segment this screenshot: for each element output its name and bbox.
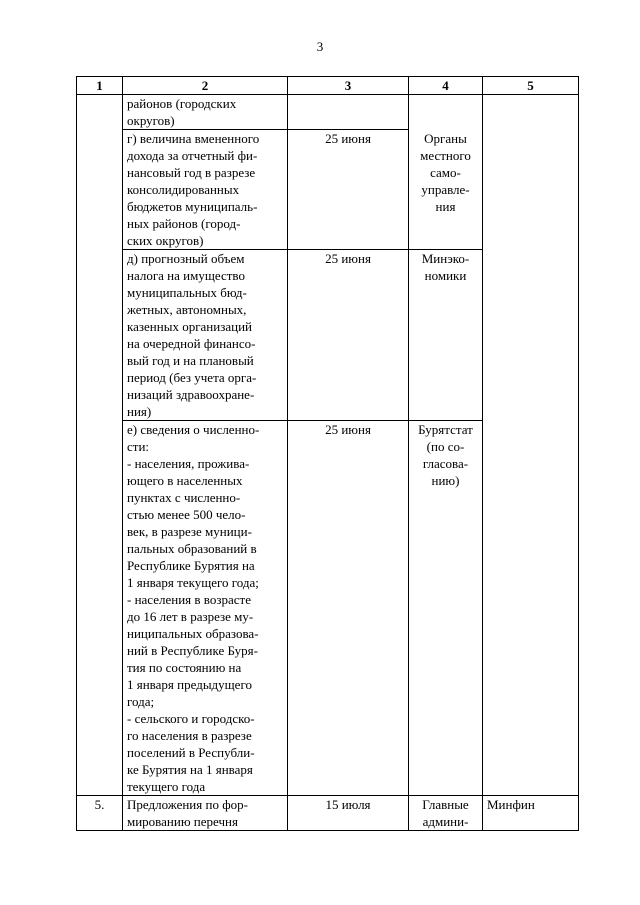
text-line: ских округов)	[127, 233, 204, 248]
org-cell	[409, 250, 483, 421]
text-line: Республике Бурятия на	[127, 558, 255, 573]
text-line: вый год и на плановый	[127, 353, 254, 368]
text-line: районов (городских	[127, 96, 237, 111]
text-line: (по со-	[426, 439, 465, 454]
table-row	[77, 796, 579, 831]
text-line: ниципальных образова-	[127, 626, 259, 641]
text-line: низаций здравоохране-	[127, 387, 255, 402]
text-line: Органы	[424, 130, 467, 146]
desc-cell	[123, 796, 288, 831]
text-line: управле-	[421, 181, 470, 197]
text-line: сти:	[127, 439, 150, 454]
text-line: ющего в населенных	[127, 473, 243, 488]
text-line: муниципальных бюд-	[127, 285, 247, 300]
text-line: век, в разрезе муници-	[127, 524, 252, 539]
text-line: - сельского и городско-	[127, 711, 255, 726]
org-cell	[409, 95, 483, 130]
text-line: года;	[127, 694, 155, 709]
desc-cell	[123, 421, 288, 796]
text-line: г) величина вмененного	[127, 131, 260, 146]
date-cell: 25 июня	[288, 250, 409, 421]
date-cell	[288, 95, 409, 130]
desc-cell	[123, 95, 288, 130]
num-cell	[77, 130, 123, 250]
text-line: на очередной финансо-	[127, 336, 256, 351]
text-line: ния	[435, 198, 456, 214]
text-line: го населения в разрезе	[127, 728, 252, 743]
text-line: нансовый год в разрезе	[127, 165, 256, 180]
text-line: Бурятстат	[418, 422, 473, 437]
table-row	[77, 95, 579, 130]
text-line: само-	[430, 164, 461, 180]
text-line: ке Бурятия на 1 января	[127, 762, 253, 777]
text-line: жетных, автономных,	[127, 302, 247, 317]
num-cell	[77, 421, 123, 796]
text-line: казенных организаций	[127, 319, 252, 334]
desc-cell	[123, 250, 288, 421]
text-line: ния)	[127, 404, 152, 419]
text-line: ных районов (город-	[127, 216, 241, 231]
date-cell: 25 июня	[288, 421, 409, 796]
num-cell	[77, 95, 123, 130]
text-line: до 16 лет в разрезе му-	[127, 609, 254, 624]
text-line: период (без учета орга-	[127, 370, 257, 385]
text-line: тия по состоянию на	[127, 660, 242, 675]
text-line: Предложения по фор-	[127, 797, 248, 812]
header-cell-3: 3	[288, 77, 409, 95]
text-line: е) сведения о численно-	[127, 422, 260, 437]
text-line: пальных образований в	[127, 541, 257, 556]
text-line: 1 января текущего года;	[127, 575, 259, 590]
date-cell: 15 июля	[288, 796, 409, 831]
text-line: д) прогнозный объем	[127, 251, 245, 266]
org-cell	[409, 421, 483, 796]
header-cell-1: 1	[77, 77, 123, 95]
header-cell-4: 4	[409, 77, 483, 95]
org-cell	[409, 130, 483, 250]
header-cell-5: 5	[483, 77, 579, 95]
num-cell: 5.	[77, 796, 123, 831]
text-line: текущего года	[127, 779, 206, 794]
resp-cell: Минфин	[483, 796, 579, 831]
text-line: номики	[424, 268, 467, 283]
header-row	[77, 77, 579, 95]
text-line: бюджетов муниципаль-	[127, 199, 258, 214]
text-line: нию)	[431, 473, 460, 488]
org-cell	[409, 796, 483, 831]
page-number: 3	[316, 39, 324, 54]
text-line: дохода за отчетный фи-	[127, 148, 258, 163]
text-line: гласова-	[422, 456, 469, 471]
text-line: местного	[420, 147, 471, 163]
text-line: - населения, прожива-	[127, 456, 250, 471]
text-line: пунктах с численно-	[127, 490, 241, 505]
text-line: поселений в Республи-	[127, 745, 255, 760]
text-line: налога на имущество	[127, 268, 245, 283]
text-line: - населения в возрасте	[127, 592, 251, 607]
text-line: округов)	[127, 113, 175, 128]
header-cell-2: 2	[123, 77, 288, 95]
text-line: Главные	[422, 797, 469, 812]
text-line: мированию перечня	[127, 814, 238, 829]
text-line: консолидированных	[127, 182, 240, 197]
desc-cell	[123, 130, 288, 250]
date-cell: 25 июня	[288, 130, 409, 250]
document-table	[76, 76, 579, 831]
text-line: админи-	[422, 814, 469, 829]
num-cell	[77, 250, 123, 421]
text-line: 1 января предыдущего	[127, 677, 252, 692]
text-line: Минэко-	[421, 251, 470, 266]
text-line: ний в Республике Буря-	[127, 643, 258, 658]
resp-cell	[483, 95, 579, 796]
text-line: стью менее 500 чело-	[127, 507, 246, 522]
